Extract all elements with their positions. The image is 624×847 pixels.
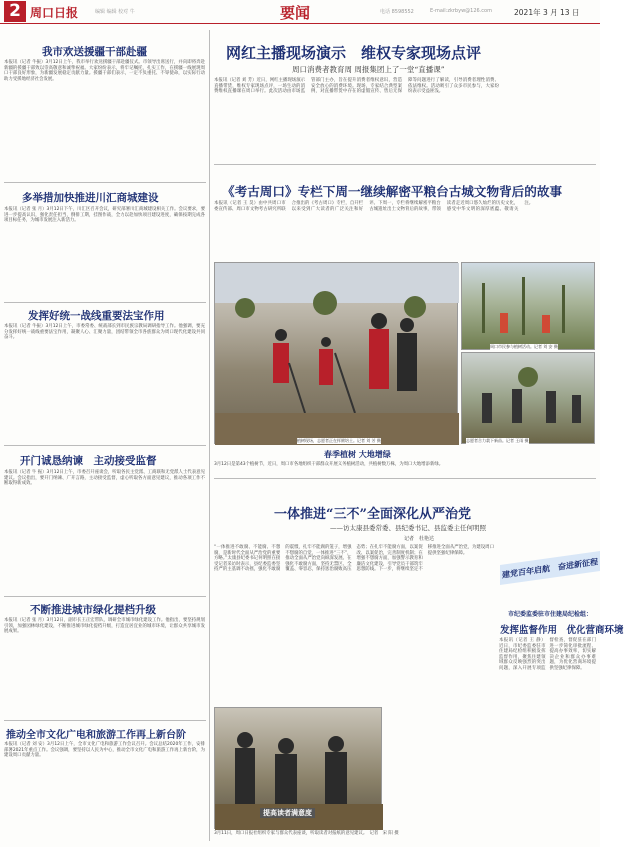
tree-planting-illustration bbox=[215, 263, 459, 445]
left-article-3-title: 发挥好统一战线重要法宝作用 bbox=[28, 310, 165, 322]
left-article-3-body: 本报讯（记者 牛振）3月12日上午，市委常委、统战部长到市民族宗教局调研指导工作。他强调，要充分发挥好统一战线重要法宝作用，凝聚人心、汇聚力量，团结带领全市各族群众为周口现代化建设共同奋斗。 bbox=[4, 324, 205, 340]
left-article-2-body: 本报讯（记者 张 月）3月12日下午，川汇区召开会议，研究部署川汇商城建设相关工作。会议要求，要进一步提高认识，强化责任担当，倒排工期，挂图作战，全力以赴加快项目建设进度，确保按期完成各项目标任务，为城市发展注入新活力。 bbox=[4, 207, 205, 223]
divider bbox=[4, 302, 206, 303]
main-article-4-body: 本报讯（记者 王 静）近日，市纪委监委驻市住建局纪检组积极发挥监督作用，聚焦住建领域群众反映强烈的突出问题，深入开展专项监督检查，督促驻在部门进一步简化审批流程、提高办事效率，切实解决企业和群众办事难题，为优化营商环境提供坚强纪律保障。 bbox=[499, 638, 596, 671]
email-line: E-mail:zkrbyw@126.com bbox=[430, 8, 492, 14]
main-article-1-subtitle: 周口消费者教育周 周报集团上了一堂“直播课” bbox=[292, 65, 445, 74]
left-article-4-body: 本报讯（记者 牛 振）3月12日上午，市委召开座谈会，听取各民主党派、工商联和无党派人士代表意见建议。会议指出，要开门纳谏、广开言路，主动接受监督，虚心听取各方面意见建议，推动各项工作不断取得新成效。 bbox=[4, 470, 205, 486]
left-article-6-body: 本报讯（记者 刘 安）3月12日上午，全市文化广电和旅游工作会议召开。会议总结2020年工作，安排部署2021年重点工作。会议强调，要坚持以人民为中心，推动全市文化广电和旅游工作再上新台阶，为建设周口贡献力量。 bbox=[4, 742, 205, 758]
page-header bbox=[0, 0, 600, 24]
main-article-3-subtitle: ——访太康县委常委、县纪委书记、县监委主任何明照 bbox=[330, 524, 486, 532]
left-article-5-title: 不断推进城市绿化提档升级 bbox=[30, 604, 156, 616]
main-article-1-body: 本报讯（记者 刘 芳）近日，网红主播现场演示直播带货，维权专家现场点评，一场生动的消费维权直播课在周口举行。此次活动由市场监管部门主办，旨在提升消费者维权意识，营造安全放心的消费环境。现场，专家结合典型案例，对直播带货中存在的虚假宣传、售后无保障等问题进行了解读，引导消费者理性消费、依法维权。活动吸引了众多市民参与，大家纷纷表示受益匪浅。 bbox=[214, 78, 499, 94]
tree-planting-photo-main bbox=[214, 262, 458, 444]
main-article-2-body: 本报讯（记者 王 昊）由中共周口市委宣传部、周口市文物考古研究所联合推出的《考古周口》专栏，自开栏以来受到广大读者的广泛关注和好评。下周一，专栏将继续解密平粮台古城遗址出土文物背后的故事，带领读者走近周口悠久灿烂的历史文化，感受中华文明的深厚底蕴。敬请关注。 bbox=[214, 201, 534, 212]
divider bbox=[4, 182, 206, 183]
photo-group-caption: 3月12日是第43个植树节，近日，周口市各地组织干部群众开展义务植树活动，共植树数万株，为周口大地增添新绿。 bbox=[214, 462, 444, 467]
issue-date: 2021年 3 月 13 日 bbox=[514, 8, 580, 17]
photo-caption: 植树现场，志愿者正在挥锹培土。记者 刘 芳 摄 bbox=[297, 438, 381, 443]
main-article-1-title: 网红主播现场演示 维权专家现场点评 bbox=[226, 44, 482, 62]
photo-caption: 志愿者合力栽下新苗。记者 王雨 摄 bbox=[466, 438, 529, 443]
page-number: 2 bbox=[4, 1, 26, 22]
main-article-2-title: 《考古周口》专栏下周一继续解密平粮台古城文物背后的故事 bbox=[222, 184, 563, 199]
left-article-1-body: 本报讯（记者 牛振）3月12日上午，我市举行欢送援疆干部赴疆仪式。市领导出席送行，并向即将奔赴新疆的援疆干部致以崇高敬意和诚挚祝福。大家纷纷表示，将牢记嘱托，扎实工作，在援疆一线展现周口干部良好形象，为新疆发展稳定贡献力量。援疆干部们表示，一定不负重托、不辱使命，以实际行动助力受援地经济社会发展。 bbox=[4, 60, 205, 82]
readers-photo-caption: 3月11日，周口日报社组织专家与群众代表座谈，听取读者对报纸的意见建议。 记者 宋 阳 摄 bbox=[214, 831, 399, 836]
left-article-4-title: 开门诚恳纳谏 主动接受监督 bbox=[20, 455, 157, 467]
readers-photo-title: 提高读者满意度 bbox=[260, 808, 315, 818]
left-article-5-body: 本报讯（记者 张 月）3月12日，副市长王正宏带队，调研全市城市绿化建设工作。他指出，要坚持规划引领，加强园林绿化建设，不断推进城市绿化提档升级，打造宜居宜业的城市环境，让群众共享城市发展成果。 bbox=[4, 618, 205, 634]
main-article-3-body: “一体推进不敢腐、不能腐、不想腐，是新时代全面从严治党的重要方略。”太康县纪委书记何明照在接受记者采访时表示，县纪委监委坚持严的主基调不动摇，强化不敢腐的震慑，扎牢不能腐的笼子，增强不想腐的自觉，一体推进“三不”，推动全面从严治党向纵深发展。在强化不敢腐方面，坚持无禁区、全覆盖、零容忍，保持惩治腐败高压态势；在扎牢不能腐方面，以案促改、以案促治，完善制度机制；在增强不想腐方面，加强警示教育和廉洁文化建设，引导党员干部筑牢思想防线。下一步，将继续坚定不移推进全面从严治党，为建设周口提供坚强纪律保障。 bbox=[214, 545, 494, 572]
left-article-2-title: 多举措加快推进川汇商城建设 bbox=[22, 192, 159, 204]
divider bbox=[214, 478, 596, 479]
author-byline: 记者 杜艳达 bbox=[404, 536, 435, 542]
tree-planting-photo-3 bbox=[461, 352, 595, 444]
divider bbox=[4, 596, 206, 597]
left-article-1-title: 我市欢送援疆干部赴疆 bbox=[42, 46, 147, 58]
photo-group-title: 春季植树 大地增绿 bbox=[324, 449, 391, 459]
left-article-6-title: 推动全市文化广电和旅游工作再上新台阶 bbox=[6, 730, 186, 741]
column-divider bbox=[209, 30, 210, 841]
divider bbox=[214, 164, 596, 165]
editor-line: 编辑 编辑 校对 牛 bbox=[95, 9, 135, 15]
main-article-4-title: 发挥监督作用 优化营商环境 bbox=[500, 625, 624, 636]
divider bbox=[4, 720, 206, 721]
section-title: 要闻 bbox=[279, 4, 310, 22]
photo-caption: 周口市民参与植树活动。记者 刘 安 摄 bbox=[490, 344, 558, 349]
party-centenary-banner: 建党百年启航 奋进新征程 bbox=[500, 551, 600, 585]
main-article-3-title: 一体推进“三不”全面深化从严治党 bbox=[274, 507, 471, 522]
main-article-4-kicker: 市纪委监委驻市住建局纪检组： bbox=[508, 611, 593, 618]
newspaper-name: 周口日报 bbox=[30, 6, 79, 20]
phone-line: 电话 8598552 bbox=[380, 9, 414, 15]
divider bbox=[4, 445, 206, 446]
tree-planting-photo-2 bbox=[461, 262, 595, 350]
